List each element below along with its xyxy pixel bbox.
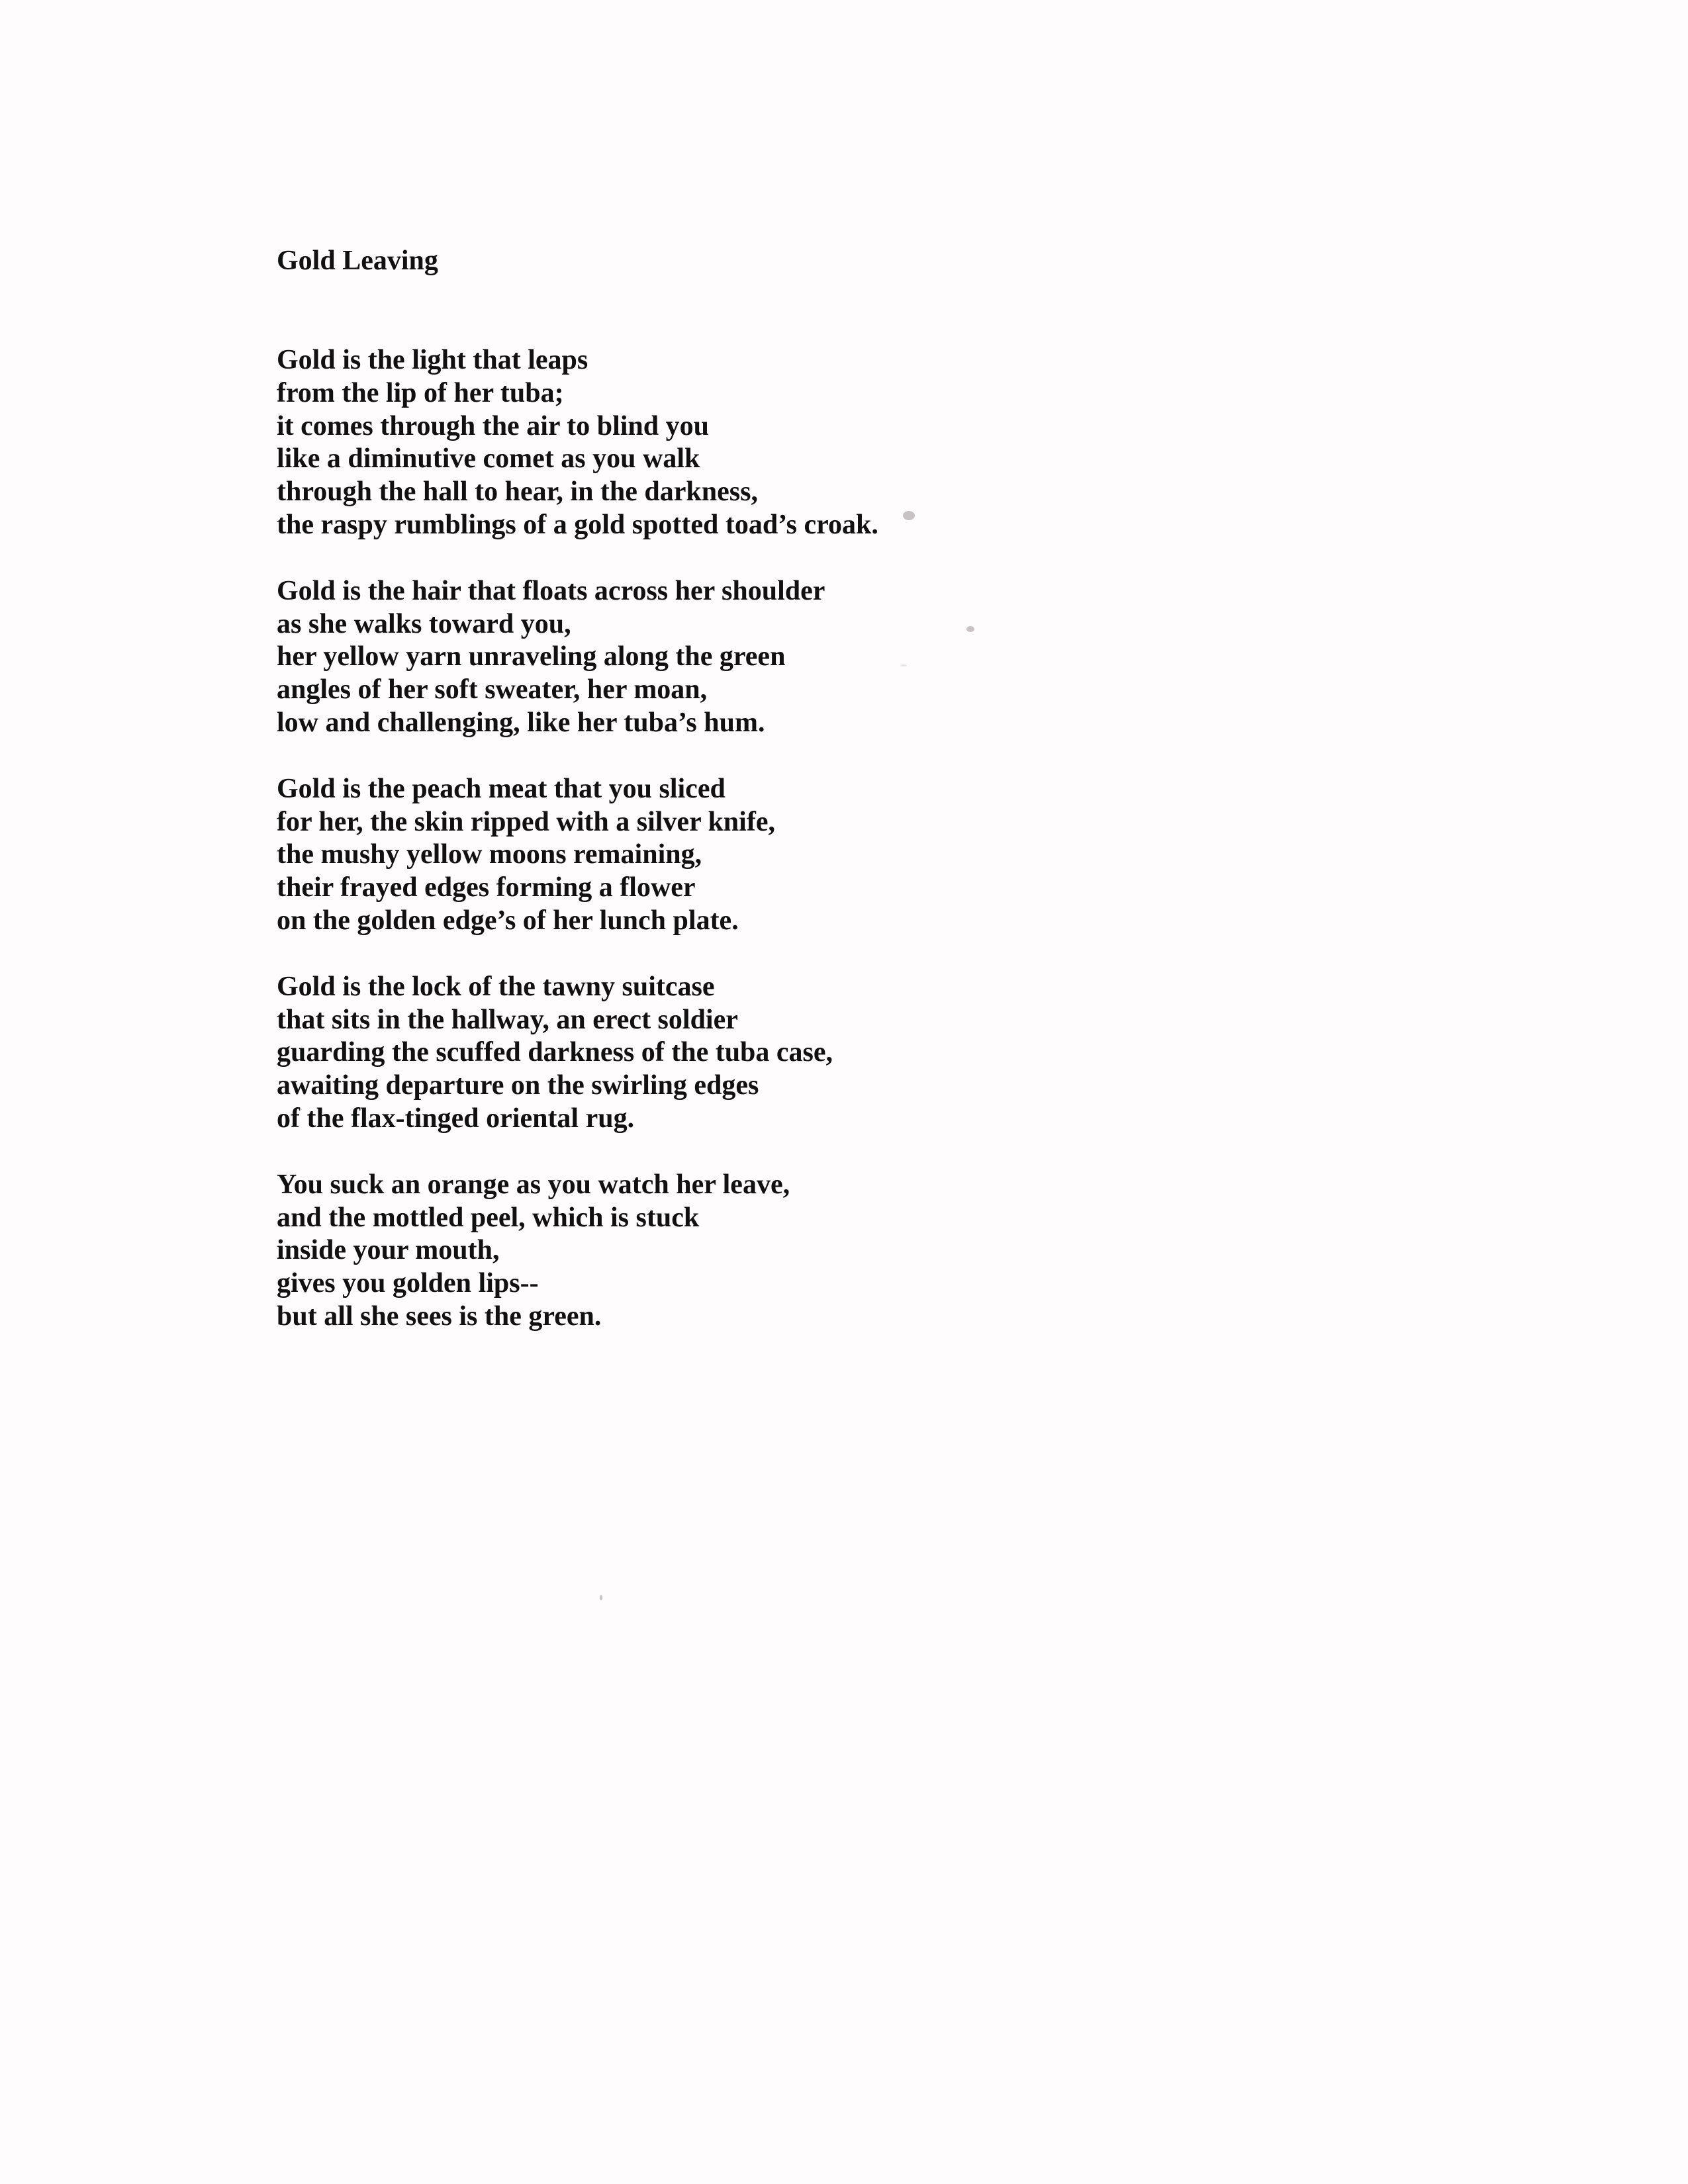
- poem-line: it comes through the air to blind you: [277, 410, 710, 441]
- poem-line: for her, the skin ripped with a silver knife,: [277, 806, 775, 837]
- poem-line: guarding the scuffed darkness of the tuba case,: [277, 1037, 833, 1068]
- poem-line: on the golden edge’s of her lunch plate.: [277, 905, 739, 936]
- scan-speck: [900, 664, 907, 666]
- poem-line: their frayed edges forming a flower: [277, 872, 696, 903]
- poem-line: Gold is the lock of the tawny suitcase: [277, 971, 715, 1002]
- stanza-1: [277, 344, 878, 542]
- poem-line: angles of her soft sweater, her moan,: [277, 674, 708, 705]
- poem-line: inside your mouth,: [277, 1235, 500, 1266]
- poem-line: through the hall to hear, in the darkness,: [277, 477, 758, 508]
- poem-line: the mushy yellow moons remaining,: [277, 839, 702, 870]
- poem-line: You suck an orange as you watch her leave,: [277, 1169, 790, 1200]
- poem-line: Gold is the peach meat that you sliced: [277, 773, 726, 804]
- poem-line: that sits in the hallway, an erect soldier: [277, 1004, 738, 1035]
- poem-line: Gold is the hair that floats across her shoulder: [277, 575, 825, 606]
- poem-line: of the flax-tinged oriental rug.: [277, 1103, 635, 1134]
- stanza-5: [277, 1169, 878, 1334]
- poem-line: from the lip of her tuba;: [277, 377, 564, 408]
- poem-line: Gold is the light that leaps: [277, 345, 588, 375]
- stanza-3: [277, 773, 878, 938]
- poem-line: and the mottled peel, which is stuck: [277, 1202, 700, 1233]
- poem-line: low and challenging, like her tuba’s hum.: [277, 707, 765, 738]
- poem-line: as she walks toward you,: [277, 608, 571, 639]
- poem-title: Gold Leaving: [277, 246, 438, 276]
- poem-line: her yellow yarn unraveling along the green: [277, 641, 786, 672]
- scan-speck: [966, 626, 974, 632]
- poem-line: awaiting departure on the swirling edges: [277, 1070, 759, 1101]
- scan-speck: [903, 511, 915, 520]
- poem-body: [277, 344, 878, 1367]
- stanza-4: [277, 971, 878, 1136]
- poem-line: gives you golden lips--: [277, 1268, 539, 1299]
- poem-line: but all she sees is the green.: [277, 1300, 602, 1332]
- stanza-2: [277, 575, 878, 740]
- scan-speck: [600, 1595, 602, 1600]
- poem-line: like a diminutive comet as you walk: [277, 443, 700, 475]
- poem-line: the raspy rumblings of a gold spotted toad’s croak.: [277, 509, 878, 540]
